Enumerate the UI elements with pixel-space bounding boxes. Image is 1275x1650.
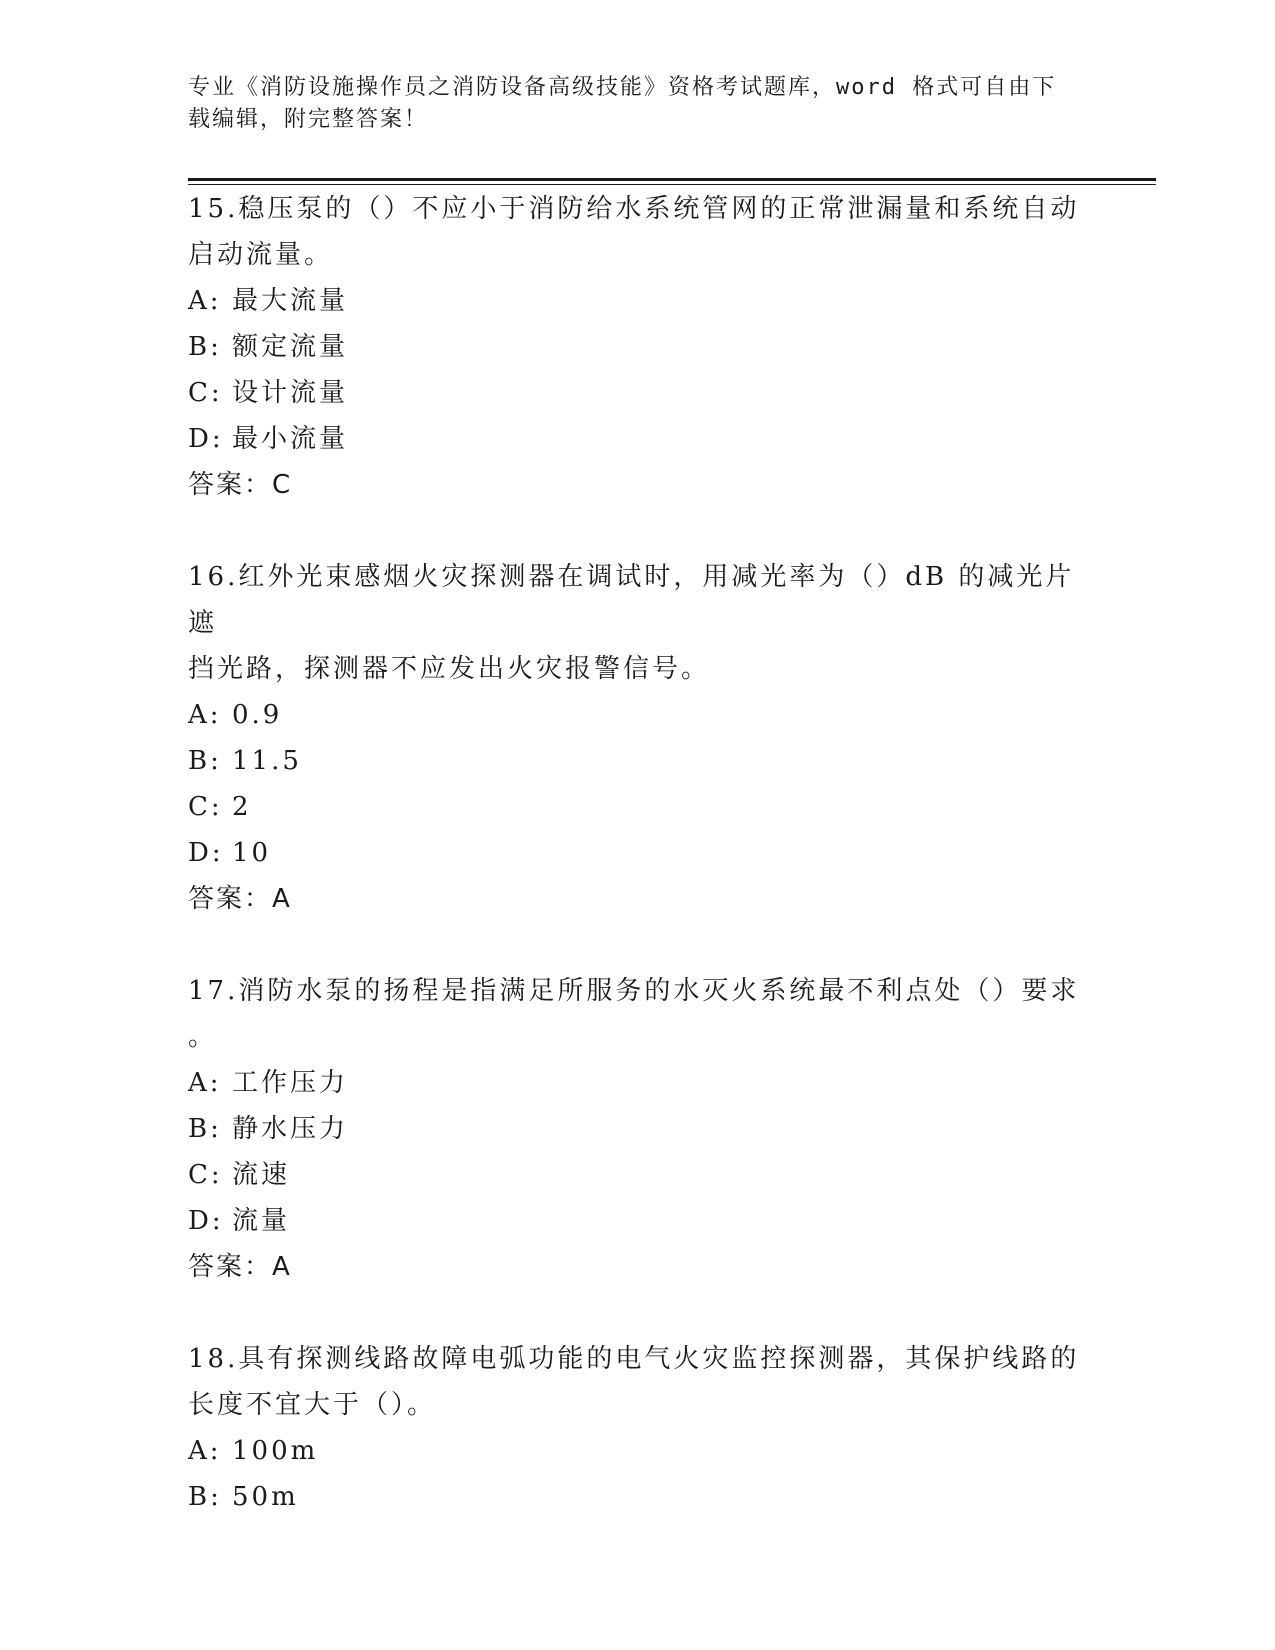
option-b bbox=[188, 738, 1088, 784]
question-list bbox=[188, 186, 1088, 1566]
option-letter: A: bbox=[188, 700, 222, 730]
question-18 bbox=[188, 1336, 1088, 1520]
option-letter: A: bbox=[188, 1068, 222, 1098]
header-divider-thin bbox=[188, 184, 1156, 185]
option-letter: C: bbox=[188, 792, 223, 822]
header-divider-thick bbox=[188, 178, 1156, 181]
question-stem-line: 17.消防水泵的扬程是指满足所服务的水灭火系统最不利点处（）要求 bbox=[188, 976, 1080, 1006]
option-text: 0.9 bbox=[232, 700, 283, 730]
question-stem bbox=[188, 968, 1088, 1060]
option-letter: A: bbox=[188, 286, 222, 316]
option-text: 2 bbox=[232, 792, 252, 822]
option-letter: C: bbox=[188, 1160, 223, 1190]
option-a bbox=[188, 1060, 1088, 1106]
question-stem bbox=[188, 554, 1088, 692]
question-stem-line: 启动流量。 bbox=[188, 240, 334, 270]
option-d bbox=[188, 416, 1088, 462]
document-header bbox=[188, 72, 1088, 136]
answer-line: 答案：A bbox=[188, 884, 292, 914]
option-d bbox=[188, 830, 1088, 876]
question-17 bbox=[188, 968, 1088, 1290]
option-d bbox=[188, 1198, 1088, 1244]
option-text: 最小流量 bbox=[232, 424, 349, 454]
question-stem-line: 18.具有探测线路故障电弧功能的电气火灾监控探测器，其保护线路的 bbox=[188, 1344, 1080, 1374]
option-a bbox=[188, 278, 1088, 324]
option-a bbox=[188, 692, 1088, 738]
option-c bbox=[188, 370, 1088, 416]
question-16 bbox=[188, 554, 1088, 922]
question-15 bbox=[188, 186, 1088, 508]
question-stem bbox=[188, 186, 1088, 278]
option-letter: D: bbox=[188, 838, 224, 868]
option-b bbox=[188, 1474, 1088, 1520]
option-b bbox=[188, 324, 1088, 370]
question-stem-line: 长度不宜大于（）。 bbox=[188, 1390, 437, 1420]
question-stem-line: 15.稳压泵的（）不应小于消防给水系统管网的正常泄漏量和系统自动 bbox=[188, 194, 1080, 224]
option-text: 最大流量 bbox=[232, 286, 349, 316]
option-letter: B: bbox=[188, 1114, 222, 1144]
option-text: 流速 bbox=[232, 1160, 291, 1190]
header-line-2: 载编辑，附完整答案！ bbox=[188, 107, 429, 132]
question-stem-line: 16.红外光束感烟火灾探测器在调试时，用减光率为（）dB 的减光片遮 bbox=[188, 562, 1075, 638]
option-c bbox=[188, 1152, 1088, 1198]
option-letter: D: bbox=[188, 1206, 224, 1236]
option-c bbox=[188, 784, 1088, 830]
option-a bbox=[188, 1428, 1088, 1474]
option-text: 额定流量 bbox=[232, 332, 349, 362]
answer-line: 答案：C bbox=[188, 470, 293, 500]
option-letter: B: bbox=[188, 1482, 222, 1512]
answer-line: 答案：A bbox=[188, 1252, 292, 1282]
header-line-1: 专业《消防设施操作员之消防设备高级技能》资格考试题库，word 格式可自由下 bbox=[188, 75, 1057, 100]
option-text: 11.5 bbox=[232, 746, 302, 776]
option-letter: B: bbox=[188, 746, 222, 776]
option-text: 流量 bbox=[232, 1206, 291, 1236]
question-stem-line: 。 bbox=[188, 1022, 218, 1052]
option-text: 工作压力 bbox=[232, 1068, 349, 1098]
option-text: 100m bbox=[232, 1436, 319, 1466]
option-text: 设计流量 bbox=[232, 378, 349, 408]
option-b bbox=[188, 1106, 1088, 1152]
question-stem-line: 挡光路，探测器不应发出火灾报警信号。 bbox=[188, 654, 711, 684]
option-letter: C: bbox=[188, 378, 223, 408]
option-text: 静水压力 bbox=[232, 1114, 349, 1144]
option-text: 10 bbox=[232, 838, 272, 868]
option-letter: A: bbox=[188, 1436, 222, 1466]
option-letter: D: bbox=[188, 424, 224, 454]
option-letter: B: bbox=[188, 332, 222, 362]
option-text: 50m bbox=[232, 1482, 299, 1512]
question-stem bbox=[188, 1336, 1088, 1428]
